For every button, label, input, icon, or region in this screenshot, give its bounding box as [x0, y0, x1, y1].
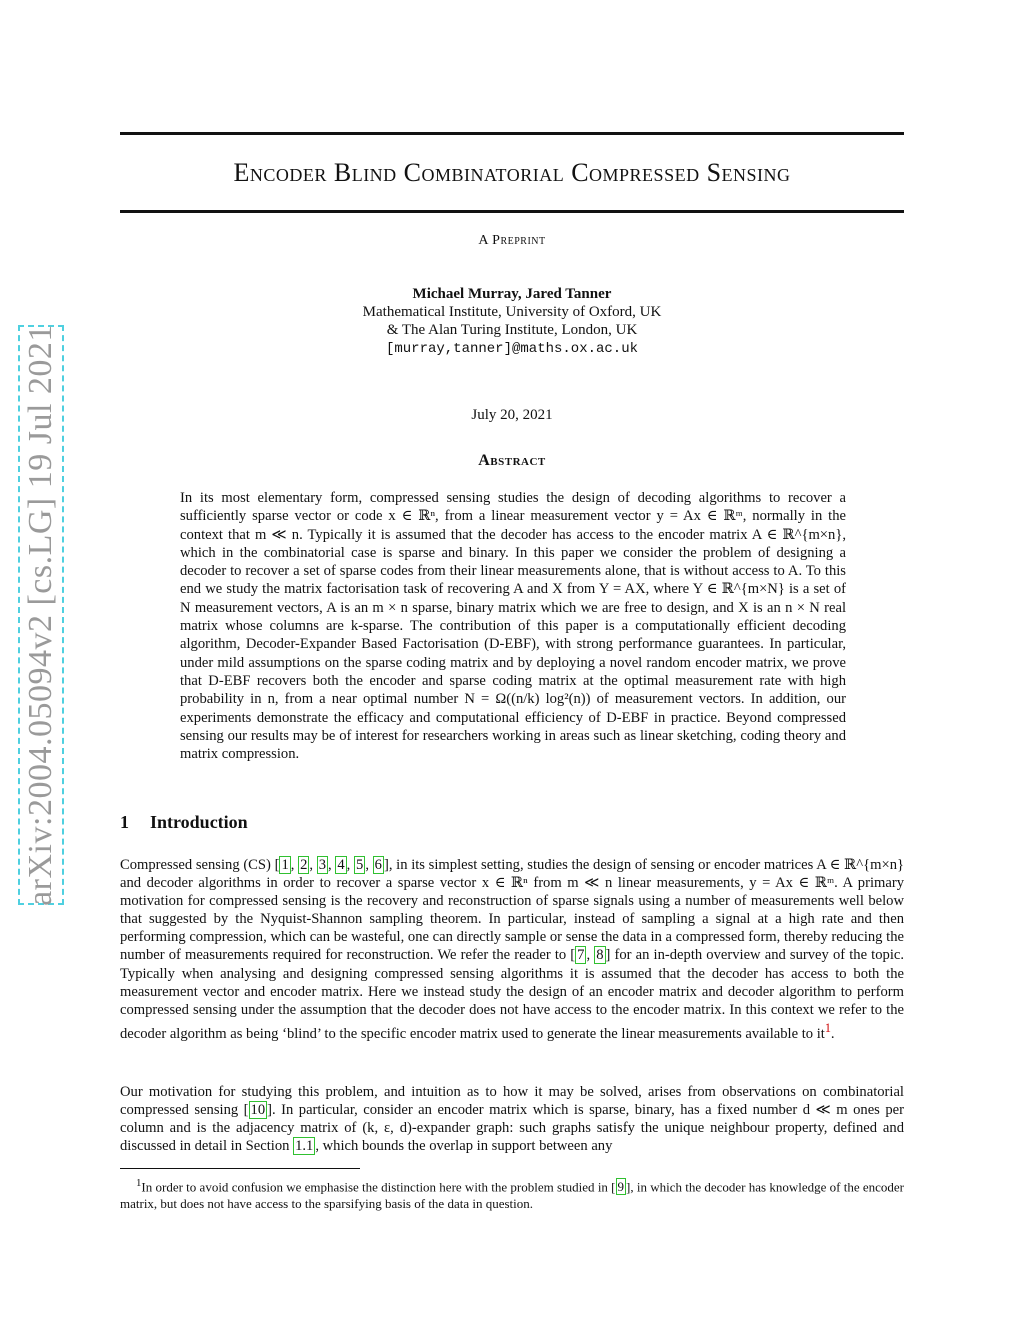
intro-p2-end: , which bounds the overlap in support between any — [315, 1138, 613, 1155]
footnote — [120, 1175, 904, 1212]
citation-link[interactable]: 8 — [596, 947, 604, 964]
section-heading — [120, 812, 248, 833]
intro-paragraph-2 — [120, 1083, 904, 1155]
affiliation-line-2: & The Alan Turing Institute, London, UK — [386, 322, 638, 338]
footnote-text-a: In order to avoid confusion we emphasise the distinction here with the problem studied in [ — [141, 1179, 616, 1195]
abstract-heading: Abstract — [478, 452, 546, 469]
authors: Michael Murray, Jared Tanner — [412, 286, 612, 302]
title-bottom-rule — [120, 210, 904, 213]
affiliation-line-1: Mathematical Institute, University of Oxford, UK — [362, 304, 662, 320]
intro-p2-text-a: Our motivation for studying this problem, and intuition as to how it may be solved, arises from observations on combinatorial compressed sensing [ — [120, 1084, 904, 1119]
citation-link[interactable]: 4 — [337, 857, 345, 873]
citation-link[interactable]: 3 — [318, 857, 327, 873]
intro-paragraph-1: Compressed sensing (CS) [ 1 , 2 , 3 , 4 , 5 , 6 ], in its simplest setting, studies the design of sensing or encoder matrices A ∈ ℝ^{m×n} and decoder algorithms in order to recover a sparse vector x ∈ ℝⁿ from m ≪ n linear measurements, y = Ax ∈ ℝᵐ. A primary motivation for compressed sensing is the recovery and reconstruction of sparse signals using a number of measurements well below that suggested by the Nyquist-Shannon sampling theorem. In particular, instead of sampling a signal at a high rate and then performing compression, which can be wasteful, one can directly sample or sense the data in a compressed form, thereby reducing the number of measurements required for reconstruction. We refer the reader to [ 7 , 8 ] for an in-depth overview and survey of the topic. Typically when analysing and designing compressed sensing algorithms it is assumed that the decoder has access to both the measurement vector and encoder matrix. Here we instead study the design of an encoder matrix and decoder algorithm to perform compressed sensing under the assumption that the decoder does not have access to the encoder matrix. In this context we refer to the decoder algorithm as being ‘blind’ to the specific encoder matrix used to generate the linear measurements available to it$^1$. — [120, 857, 904, 1042]
citation-link[interactable]: 6 — [374, 857, 382, 873]
intro-p1-text-b: ], in its simplest setting, studies the design of sensing or encoder matrices A ∈ ℝ^{m×n} and decoder algorithms in order to recover a sparse vector x ∈ ℝⁿ from m ≪ n linear measurements, y = Ax ∈ ℝᵐ. A primary motivation for compressed sensing is the recovery and reconstruction of sparse signals using a number of measurements well below that suggested by the Nyquist-Shannon sampling theorem. In particular, instead of sampling a signal at a high rate and then performing compression, which can be wasteful, one can directly sample or sense the data in a compressed form, thereby reducing the number of measurements required for reconstruction. We refer the reader to [ — [120, 857, 904, 964]
citation-link[interactable]: 1 — [281, 857, 289, 873]
intro-p1-text-a: Compressed sensing (CS) [ — [120, 857, 280, 873]
abstract-body: In its most elementary form, compressed sensing studies the design of decoding algorithms to recover a sufficiently sparse vector or code x ∈ ℝⁿ, from a linear measurement vector y = Ax ∈ ℝᵐ, normally in the context that m ≪ n. Typically it is assumed that the decoder has access to the encoder matrix A ∈ ℝ^{m×n}, which in the combinatorial case is sparse and binary. In this paper we consider the problem of designing a decoder to recover a set of sparse codes from their linear measurements alone, that is without access to A. To this end we study the matrix factorisation task of recovering A and X from Y = AX, where Y ∈ ℝ^{m×N} is a set of N measurement vectors, A is an m × n sparse, binary matrix which we are free to design, and X is an n × N real matrix whose columns are k-sparse. The contribution of this paper is a computationally efficient decoding algorithm, Decoder-Expander Based Factorisation (D-EBF), with strong performance guarantees. In particular, under mild assumptions on the sparse coding matrix and by deploying a novel random encoder matrix, we prove that D-EBF recovers both the encoder and sparse coding matrix at the optimal measurement rate with high probability in n, from a near optimal number N = Ω((n/k) log²(n)) of measurement vectors. In addition, our experiments demonstrate the efficacy and computational efficiency of D-EBF in practice. Beyond compressed sensing our results may be of interest for researchers working in areas such as linear sketching, coding theory and matrix compression. — [180, 490, 846, 763]
arxiv-stamp — [18, 325, 64, 905]
intro-p2-text-b: ]. In particular, consider an encoder matrix which is sparse, binary, has a fixed number d ≪ m ones per column and is the adjacency matrix of (k, ε, d)-expander graph: such graphs satisfy the unique neighbour property, defined and discussed in detail in Section — [120, 1102, 904, 1155]
footnote-mark[interactable]: 1 — [824, 1020, 831, 1035]
title-top-rule — [120, 132, 904, 135]
citation-link[interactable]: 5 — [356, 857, 364, 873]
footnote-rule — [120, 1168, 360, 1169]
footnote-text-b: ], in which the decoder has knowledge of the encoder matrix, but does not have access to the sparsifying basis of the data in question. — [120, 1179, 905, 1211]
arxiv-identifier: arXiv:2004.05094v2 [cs.LG] 19 Jul 2021 — [22, 324, 59, 906]
footnote-number: 1 — [136, 1177, 142, 1189]
citation-link[interactable]: 9 — [617, 1179, 625, 1195]
citation-link[interactable]: 10 — [250, 1102, 266, 1119]
citation-link[interactable]: 7 — [577, 947, 585, 964]
section-title: Introduction — [150, 812, 248, 832]
intro-p1-text-c: ] for an in-depth overview and survey of the topic. Typically when analysing and designing compressed sensing algorithms it is assumed that the decoder has access to both the measurement vector and encoder matrix. Here we instead study the design of an encoder matrix and decoder algorithm to perform compressed sensing under the assumption that the decoder does not have access to the encoder matrix. In this context we refer to the decoder algorithm as being ‘blind’ to the specific encoder matrix used to generate the linear measurements available to it — [120, 947, 904, 1042]
section-number: 1 — [120, 812, 129, 832]
paper-date: July 20, 2021 — [471, 407, 553, 423]
citation-link[interactable]: 2 — [300, 857, 308, 873]
intro-p1-end: . — [830, 1025, 835, 1042]
section-reference-link[interactable]: 1.1 — [295, 1138, 314, 1155]
paper-title: Encoder Blind Combinatorial Compressed Sensing — [233, 158, 791, 187]
author-email: [murray,tanner]@maths.ox.ac.uk — [385, 341, 639, 357]
preprint-label: A Preprint — [478, 233, 546, 248]
